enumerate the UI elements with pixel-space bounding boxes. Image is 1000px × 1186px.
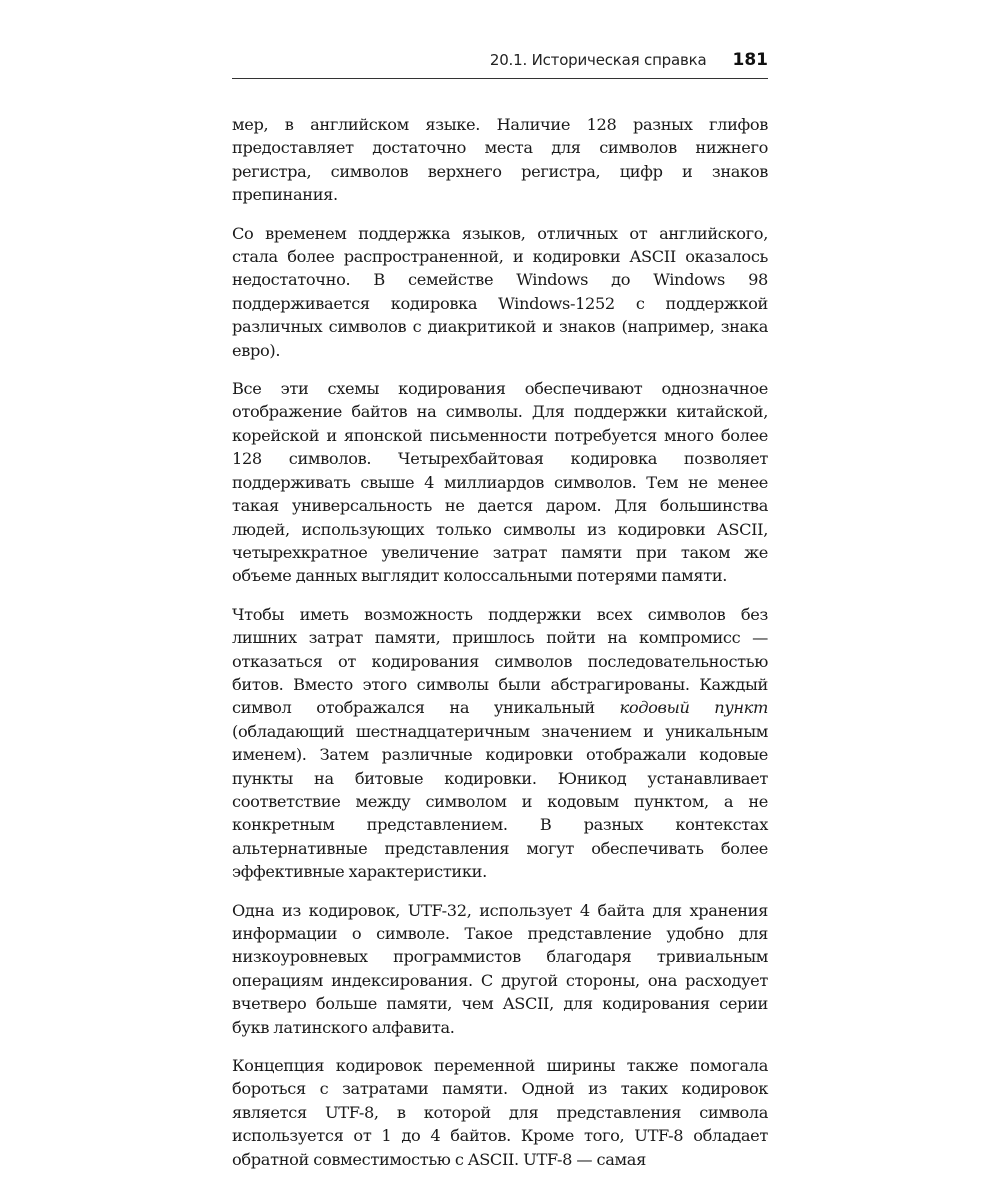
- body-text: [232, 113, 768, 1186]
- paragraph-5: Одна из кодировок, UTF-32, использует 4 байта для хранения информации о символе. Такое представление удобно для низкоуровневых программистов благодаря тривиальным операциям индексирования. С другой стороны, она расходует вчетверо больше памяти, чем ASCII, для кодирования серии букв латинского алфавита.: [232, 900, 768, 1037]
- paragraph-3: Все эти схемы кодирования обеспечивают однозначное отображение байтов на символы. Для поддержки китайской, корейской и японской письменности потребуется много более 128 символов. Четырехбайтовая кодировка позволяет поддерживать свыше 4 миллиардов символов. Тем не менее такая универсальность не дается даром. Для большинства людей, использующих только символы из кодировки ASCII, четырехкратное увеличение затрат памяти при таком же объеме данных выглядит колоссальными потерями памяти.: [232, 379, 768, 586]
- paragraph-1: мер, в английском языке. Наличие 128 разных глифов предоставляет достаточно места для символов нижнего регистра, символов верхнего регистра, цифр и знаков препинания.: [232, 115, 768, 205]
- paragraph-4-text-before: Чтобы иметь возможность поддержки всех символов без лишних затрат памяти, пришлось пойти на компромисс — отказаться от кодирования символов последовательностью битов. Вместо этого символы были абстрагированы. Каждый символ отображался на уникальный: [232, 604, 768, 718]
- paragraph-4: [232, 603, 768, 884]
- running-header: [232, 50, 768, 76]
- paragraph-2: Со временем поддержка языков, отличных от английского, стала более распространенной, и кодировки ASCII оказалось недостаточно. В семействе Windows до Windows 98 поддерживается кодировка Windows-1252 с поддержкой различных символов с диакритикой и знаков (например, знака евро).: [232, 223, 768, 360]
- section-title: 20.1. Историческая справка: [489, 51, 707, 69]
- paragraph-4-text-after: (обладающий шестнадцатеричным значением и уникальным именем). Затем различные кодировки отображали кодовые пункты на битовые кодировки. Юникод устанавливает соответствие между символом и кодовым пунктом, а не конкретным представлением. В разных контекстах альтернативные представления могут обеспечивать более эффективные характеристики.: [232, 721, 768, 882]
- code-point-term: кодовый пункт: [619, 698, 768, 718]
- paragraph-6: Концепция кодировок переменной ширины также помогала бороться с затратами памяти. Одной из таких кодировок является UTF-8, в которой для представления символа используется от 1 до 4 байтов. Кроме того, UTF-8 обладает обратной совместимостью с ASCII. UTF-8 — самая: [232, 1056, 768, 1169]
- page-number: 181: [732, 50, 768, 70]
- header-divider: [232, 78, 768, 79]
